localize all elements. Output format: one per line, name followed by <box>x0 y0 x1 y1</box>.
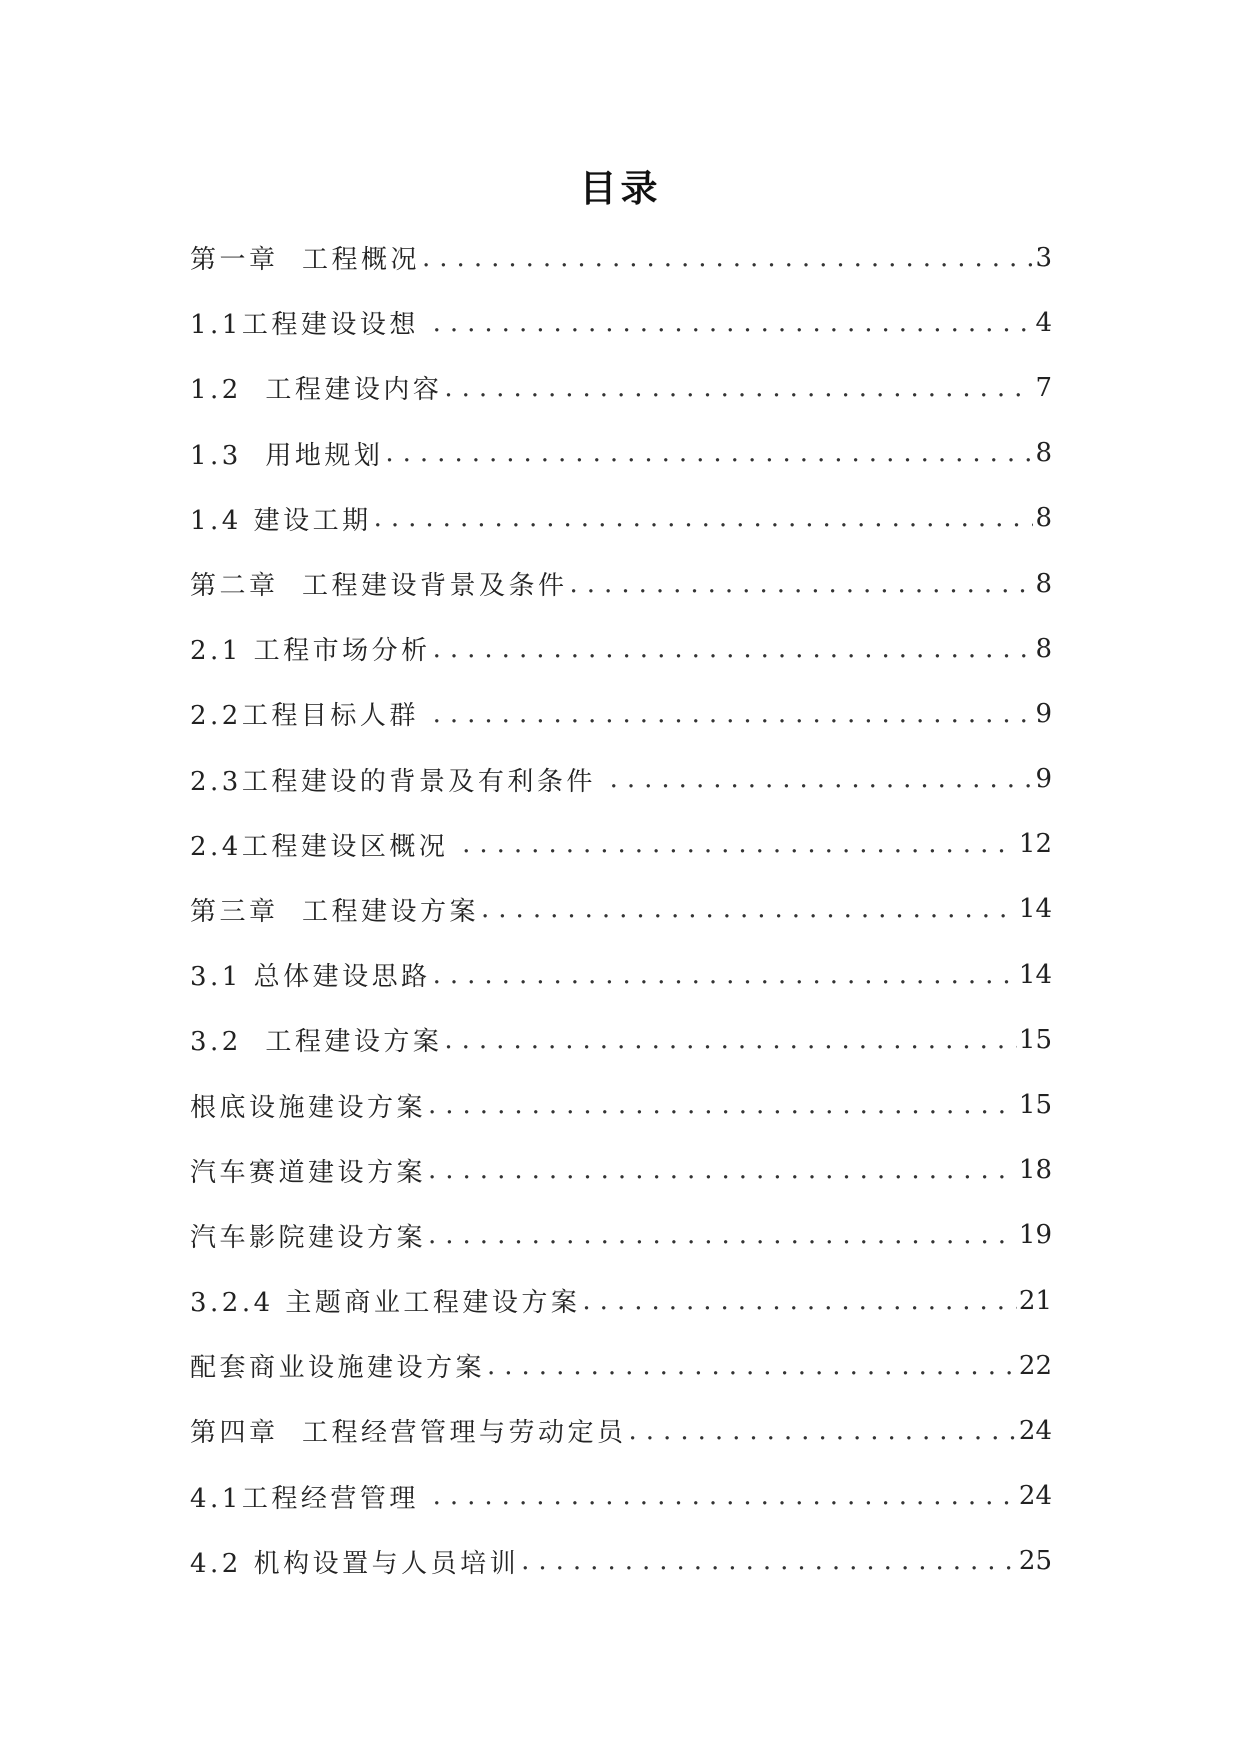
table-of-contents <box>190 225 1052 1594</box>
toc-dot-leader <box>433 960 1017 990</box>
toc-page-number: 24 <box>1018 1481 1052 1512</box>
toc-entry-label: 第二章 工程建设背景及条件 <box>190 571 568 602</box>
toc-page-number: 24 <box>1018 1415 1052 1446</box>
toc-entry-label: 2.4工程建设区概况 <box>190 831 461 862</box>
toc-page-number: 15 <box>1018 1090 1052 1121</box>
toc-entry-label: 3.1 总体建设思路 <box>190 962 431 993</box>
toc-dot-leader <box>629 1416 1017 1446</box>
toc-page-number: 8 <box>1035 568 1052 599</box>
toc-page-number: 14 <box>1018 959 1052 990</box>
toc-page-number: 9 <box>1035 764 1052 795</box>
toc-entry[interactable] <box>190 355 1052 420</box>
toc-page-number: 3 <box>1035 242 1052 273</box>
toc-dot-leader <box>433 308 1034 338</box>
toc-entry[interactable] <box>190 1138 1052 1203</box>
toc-page-number: 8 <box>1035 503 1052 534</box>
toc-dot-leader <box>428 1090 1017 1120</box>
toc-entry-label: 2.3工程建设的背景及有利条件 <box>190 766 608 797</box>
toc-entry[interactable] <box>190 812 1052 877</box>
toc-entry-label: 1.4 建设工期 <box>190 505 372 536</box>
toc-entry-label: 汽车赛道建设方案 <box>190 1157 427 1188</box>
toc-entry-label: 1.2 工程建设内容 <box>190 375 443 406</box>
toc-page-number: 21 <box>1018 1285 1052 1316</box>
toc-entry[interactable] <box>190 486 1052 551</box>
toc-entry[interactable] <box>190 551 1052 616</box>
toc-page-number: 14 <box>1018 894 1052 925</box>
toc-dot-leader <box>481 894 1017 924</box>
toc-page-number: 19 <box>1018 1220 1052 1251</box>
toc-entry-label: 第一章 工程概况 <box>190 245 421 276</box>
toc-dot-leader <box>374 503 1034 533</box>
toc-page-number: 9 <box>1035 698 1052 729</box>
toc-page-number: 12 <box>1018 829 1052 860</box>
toc-dot-leader <box>428 1220 1017 1250</box>
toc-entry[interactable] <box>190 877 1052 942</box>
toc-entry[interactable] <box>190 421 1052 486</box>
toc-entry-label: 第三章 工程建设方案 <box>190 896 480 927</box>
toc-entry-label: 2.2工程目标人群 <box>190 701 431 732</box>
toc-entry[interactable] <box>190 616 1052 681</box>
toc-dot-leader <box>385 438 1033 468</box>
toc-dot-leader <box>433 1481 1017 1511</box>
toc-dot-leader <box>582 1286 1016 1316</box>
toc-entry[interactable] <box>190 1072 1052 1137</box>
toc-entry-label: 1.1工程建设设想 <box>190 310 431 341</box>
toc-dot-leader <box>444 1025 1017 1055</box>
toc-page-number: 4 <box>1035 307 1052 338</box>
toc-entry[interactable] <box>190 1333 1052 1398</box>
toc-entry-label: 汽车影院建设方案 <box>190 1222 427 1253</box>
toc-entry-label: 4.1工程经营管理 <box>190 1483 431 1514</box>
toc-page-number: 25 <box>1018 1546 1052 1577</box>
page-title: 目录 <box>579 167 662 210</box>
toc-entry[interactable] <box>190 1007 1052 1072</box>
toc-entry[interactable] <box>190 1464 1052 1529</box>
toc-entry-label: 根底设施建设方案 <box>190 1092 427 1123</box>
toc-page-number: 8 <box>1035 633 1052 664</box>
toc-entry[interactable] <box>190 747 1052 812</box>
toc-dot-leader <box>570 569 1034 599</box>
toc-entry[interactable] <box>190 1398 1052 1463</box>
toc-entry-label: 3.2 工程建设方案 <box>190 1027 443 1058</box>
toc-dot-leader <box>521 1546 1017 1576</box>
toc-page-number: 15 <box>1018 1024 1052 1055</box>
toc-dot-leader <box>433 699 1034 729</box>
toc-page-number: 8 <box>1035 438 1052 469</box>
toc-entry[interactable] <box>190 681 1052 746</box>
toc-page-number: 22 <box>1018 1350 1052 1381</box>
toc-dot-leader <box>462 829 1017 859</box>
toc-entry[interactable] <box>190 225 1052 290</box>
toc-dot-leader <box>444 373 1033 403</box>
toc-dot-leader <box>428 1155 1017 1185</box>
toc-entry[interactable] <box>190 1268 1052 1333</box>
toc-dot-leader <box>610 764 1034 794</box>
toc-dot-leader <box>487 1351 1017 1381</box>
toc-entry[interactable] <box>190 1529 1052 1594</box>
toc-entry[interactable] <box>190 942 1052 1007</box>
toc-entry-label: 配套商业设施建设方案 <box>190 1353 486 1384</box>
toc-entry-label: 第四章 工程经营管理与劳动定员 <box>190 1418 627 1449</box>
toc-page-number: 18 <box>1018 1155 1052 1186</box>
toc-page-number: 7 <box>1035 372 1052 403</box>
toc-entry-label: 1.3 用地规划 <box>190 440 384 471</box>
toc-dot-leader <box>422 243 1033 273</box>
toc-entry-label: 4.2 机构设置与人员培训 <box>190 1548 520 1579</box>
toc-entry[interactable] <box>190 1203 1052 1268</box>
toc-entry[interactable] <box>190 290 1052 355</box>
toc-entry-label: 3.2.4 主题商业工程建设方案 <box>190 1288 581 1319</box>
toc-dot-leader <box>433 634 1034 664</box>
toc-entry-label: 2.1 工程市场分析 <box>190 636 431 667</box>
